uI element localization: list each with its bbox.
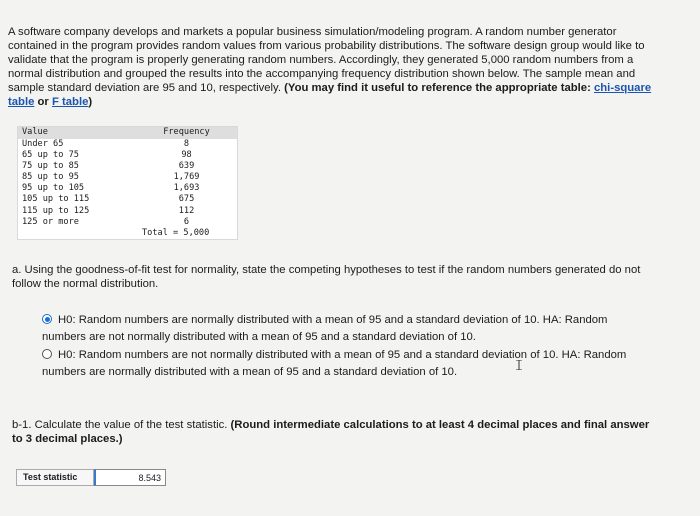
row-value: 115 up to 125	[22, 205, 90, 216]
test-statistic-label: Test statistic	[16, 469, 94, 486]
row-value: 85 up to 95	[22, 172, 79, 183]
test-statistic-row	[16, 469, 166, 486]
option-2-text: H0: Random numbers are not normally distributed with a mean of 95 and a standard deviation of 10. HA: Random numbers are normally distributed with a mean of 95 and a standard deviation of 10.	[42, 349, 627, 379]
frequency-table	[17, 126, 238, 240]
text-cursor-icon	[516, 360, 522, 370]
or-text: or	[37, 96, 49, 109]
row-frequency: 1,769	[173, 172, 200, 183]
row-frequency: 1,693	[173, 183, 200, 194]
question-b1	[12, 418, 652, 446]
table-row	[18, 150, 237, 161]
radio-unselected-icon[interactable]	[42, 349, 52, 359]
row-value: 125 or more	[22, 216, 79, 227]
table-row	[18, 161, 237, 172]
hypothesis-option-1[interactable]	[42, 312, 652, 346]
radio-selected-icon[interactable]	[42, 314, 52, 324]
table-header	[18, 127, 237, 139]
close-paren: )	[88, 96, 93, 109]
table-total: Total = 5,000	[142, 227, 210, 238]
rounding-instructions: (Round intermediate calculations to at least 4 decimal places and final answer to 3 decimal places.)	[12, 419, 650, 446]
row-frequency: 8	[183, 139, 190, 149]
problem-intro	[8, 25, 668, 110]
f-table-link[interactable]: F table	[51, 96, 89, 109]
row-value: Under 65	[22, 139, 64, 149]
test-statistic-input[interactable]	[94, 469, 166, 486]
option-1-text: H0: Random numbers are normally distributed with a mean of 95 and a standard deviation of 10. HA: Random numbers are not normally distributed with a mean of 95 and a standard deviation of 10.	[42, 314, 608, 344]
row-value: 105 up to 115	[22, 194, 90, 205]
chi-square-table-link[interactable]: chi-square table	[8, 82, 652, 109]
header-value: Value	[22, 127, 48, 138]
row-frequency: 98	[181, 150, 192, 161]
row-frequency: 112	[178, 205, 195, 216]
row-value: 75 up to 85	[22, 161, 79, 172]
hypothesis-option-2[interactable]	[42, 347, 652, 381]
table-row	[18, 194, 237, 205]
row-frequency: 6	[183, 216, 190, 227]
question-b1-text: b-1. Calculate the value of the test statistic.	[12, 419, 228, 431]
row-value: 95 up to 105	[22, 183, 85, 194]
row-frequency: 639	[178, 161, 195, 172]
row-value: 65 up to 75	[22, 150, 79, 161]
table-row	[18, 172, 237, 183]
table-row	[18, 183, 237, 194]
table-row	[18, 139, 237, 150]
question-a: a. Using the goodness-of-fit test for normality, state the competing hypotheses to test if the random numbers generated do not follow the normal distribution.	[12, 264, 641, 291]
table-row	[18, 217, 237, 228]
row-frequency: 675	[178, 194, 195, 205]
intro-text: A software company develops and markets a popular business simulation/modeling program. A random number generator contained in the program provides random values from various probability distributions. The software design group would like to validate that the program is properly generating random numbers. Accordingly, they generated 5,000 random numbers from a normal distribution and grouped the results into the accompanying frequency distribution shown below. The sample mean and sample standard deviation are 95 and 10, respectively.	[8, 26, 645, 95]
reference-note: (You may find it useful to reference the appropriate table:	[284, 82, 591, 95]
header-frequency: Frequency	[163, 127, 210, 138]
table-row	[18, 206, 237, 217]
